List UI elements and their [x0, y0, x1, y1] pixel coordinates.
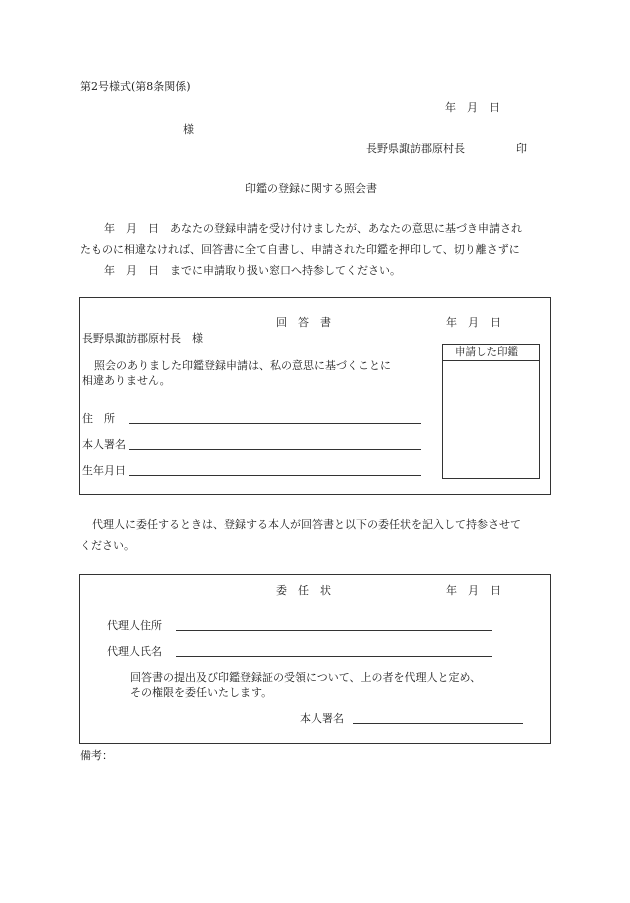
- delegation-form-title: 委 任 状: [276, 584, 331, 597]
- agent-address-label: 代理人住所: [107, 619, 162, 632]
- intro-line-2: たものに相違なければ、回答書に全て自書し、申請された印鑑を押印して、切り離さずに: [80, 243, 520, 256]
- address-field[interactable]: [129, 423, 421, 424]
- reply-statement-line-1: 照会のありました印鑑登録申請は、私の意思に基づくことに: [94, 359, 391, 372]
- principal-signature-label: 本人署名: [300, 712, 344, 725]
- reply-form-date: 年 月 日: [446, 316, 501, 329]
- form-number: 第2号様式(第8条関係): [80, 80, 191, 93]
- delegation-form-date: 年 月 日: [446, 584, 501, 597]
- delegation-statement-line-1: 回答書の提出及び印鑑登録証の受領について、上の者を代理人と定め、: [130, 671, 482, 684]
- proxy-note-line-1: 代理人に委任するときは、登録する本人が回答書と以下の委任状を記入して持参させて: [92, 518, 521, 531]
- signature-label: 本人署名: [82, 438, 126, 451]
- birthdate-label: 生年月日: [82, 464, 126, 477]
- delegation-statement-line-2: その権限を委任いたします。: [130, 686, 273, 699]
- reply-form-title: 回 答 書: [276, 316, 331, 329]
- document-title: 印鑑の登録に関する照会書: [245, 182, 377, 195]
- remarks-label: 備考：: [80, 749, 113, 762]
- birthdate-field[interactable]: [129, 475, 421, 476]
- intro-line-1: 年 月 日 あなたの登録申請を受け付けましたが、あなたの意思に基づき申請され: [104, 222, 522, 235]
- intro-line-3: 年 月 日 までに申請取り扱い窓口へ持参してください。: [104, 264, 401, 277]
- issuer-name: 長野県諏訪郡原村長: [366, 142, 465, 155]
- seal-stamp-box[interactable]: [442, 344, 540, 479]
- proxy-note-line-2: ください。: [80, 539, 135, 552]
- seal-mark: 印: [516, 142, 527, 155]
- addressee-suffix: 様: [183, 123, 194, 136]
- reply-addressee: 長野県諏訪郡原村長 様: [82, 332, 203, 345]
- agent-name-field[interactable]: [176, 656, 492, 657]
- header-date: 年 月 日: [445, 101, 500, 114]
- principal-signature-field[interactable]: [353, 723, 523, 724]
- seal-box-label: 申請した印鑑: [455, 346, 518, 358]
- signature-field[interactable]: [129, 449, 421, 450]
- agent-address-field[interactable]: [176, 630, 492, 631]
- reply-statement-line-2: 相違ありません。: [82, 374, 171, 387]
- agent-name-label: 代理人氏名: [107, 645, 162, 658]
- address-label: 住 所: [82, 412, 115, 425]
